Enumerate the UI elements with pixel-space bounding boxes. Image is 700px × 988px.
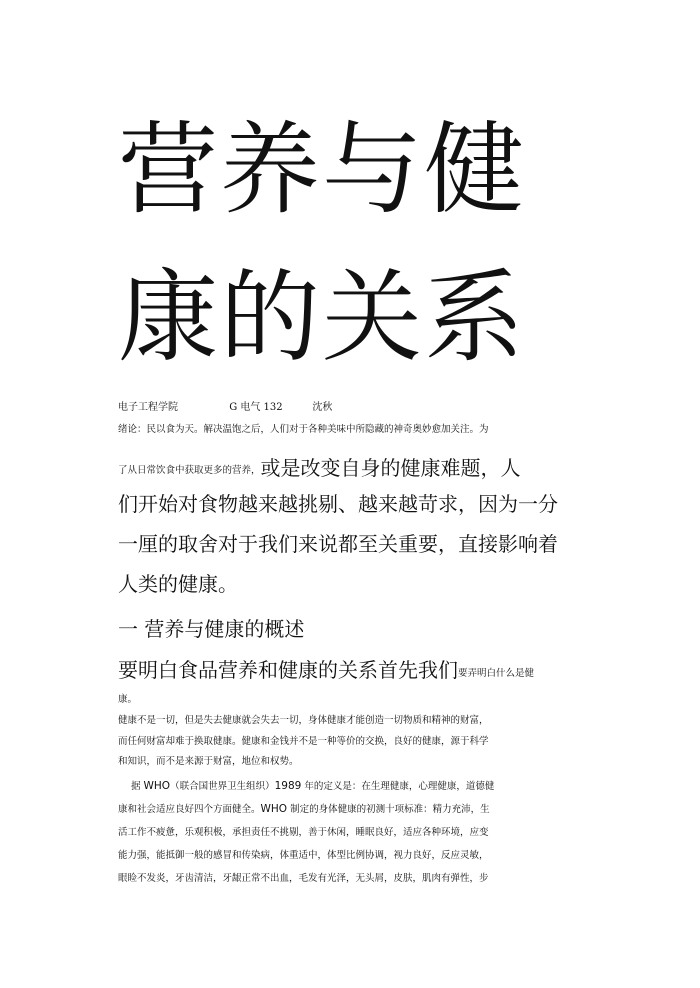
year-number: 1989 [274, 780, 302, 792]
intro-line-2-small-text: 了从日常饮食中获取更多的营养， [118, 465, 261, 476]
para-2-large-text: 要明白食品营养和健康的关系首先我们 [118, 658, 458, 682]
document-title-line-2: 康的关系 [118, 259, 526, 376]
para-3-line-1: 健康不是一切，但是失去健康就会失去一切，身体健康才能创造一切物质和精神的财富， [118, 715, 489, 726]
para-2-line-1 [118, 654, 534, 683]
para-3-line-3: 和知识，而不是来源于财富，地位和权势。 [118, 756, 299, 767]
school-name: 电子工程学院 [118, 402, 178, 413]
intro-line-4: 一厘的取舍对于我们来说都至关重要，直接影响着 [118, 532, 558, 556]
class-name: G 电气 132 [229, 402, 283, 413]
para-4-line-5: 眼睑不发炎，牙齿清洁，牙龈正常不出血，毛发有光泽，无头屑，皮肤，肌肉有弹性，步 [118, 873, 489, 884]
document-title-line-1: 营养与健 [118, 111, 526, 228]
para-3-line-2: 而任何财富却难于换取健康。健康和金钱并不是一种等价的交换，良好的健康，源于科学 [118, 736, 489, 747]
section-heading: 一 营养与健康的概述 [118, 617, 305, 641]
para-4-text: （联合国世界卫生组织） [170, 781, 275, 792]
para-4-text: 据 [131, 781, 144, 792]
para-4-line-3: 活工作不疲惫，乐观积极，承担责任不挑剔，善于休闲，睡眠良好，适应各种环境，应变 [118, 827, 489, 838]
who-abbrev: WHO [260, 803, 288, 815]
intro-line-2-large-text: 或是改变自身的健康难题，人 [260, 456, 521, 480]
para-4-line-2 [118, 801, 490, 815]
para-4-line-1 [131, 778, 494, 792]
para-4-text: 年的定义是：在生理健康，心理健康，道德健 [301, 781, 495, 792]
who-abbrev: WHO [143, 780, 171, 792]
intro-line-1: 绪论：民以食为天。解决温饱之后，人们对于各种美味中所隐藏的神奇奥妙愈加关注。为 [118, 424, 489, 435]
para-2-small-text: 要弄明白什么是健 [458, 668, 535, 679]
para-4-text: 康和社会适应良好四个方面健全。 [118, 804, 261, 815]
author-name: 沈秋 [312, 402, 333, 413]
author-info [118, 398, 332, 413]
para-2-line-2: 康。 [118, 694, 138, 705]
intro-line-3: 们开始对食物越来越挑剔、越来越苛求，因为一分 [118, 492, 558, 516]
intro-line-5: 人类的健康。 [118, 572, 238, 596]
intro-line-2 [118, 452, 521, 481]
para-4-line-4: 能力强，能抵御一般的感冒和传染病，体重适中，体型比例协调，视力良好，反应灵敏， [118, 850, 489, 861]
para-4-text: 制定的身体健康的初测十项标准：精力充沛，生 [287, 804, 490, 815]
